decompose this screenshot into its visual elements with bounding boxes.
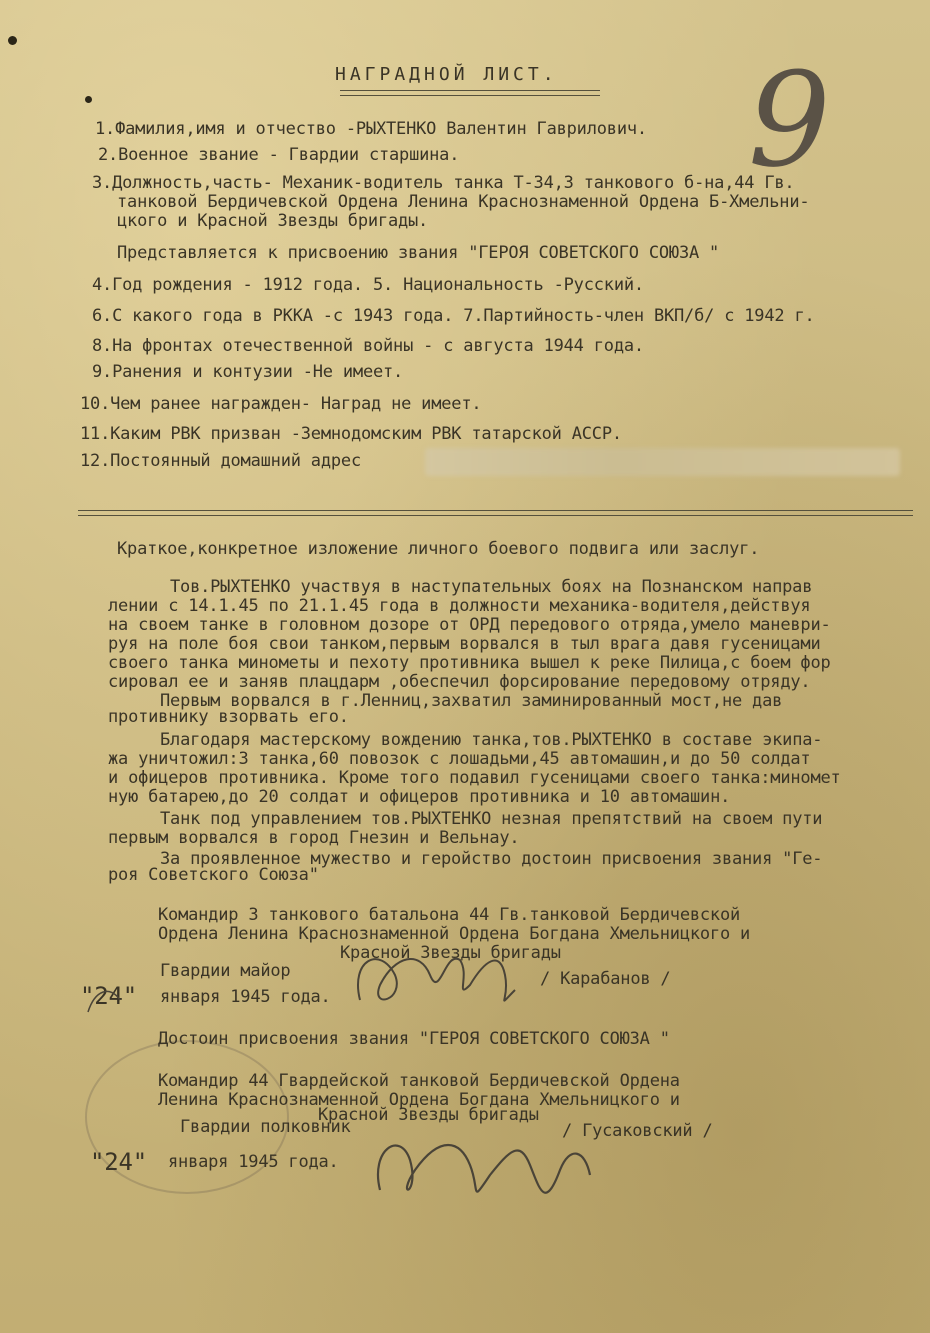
narrative-line: Первым ворвался в г.Ленниц,захватил заминированный мост,не дав: [160, 691, 783, 711]
narrative-line: и офицеров противника. Кроме того подавил гусеницами своего танка:миномет: [108, 768, 841, 788]
date1-day: "24": [80, 982, 137, 1010]
presented-for-title: Представляется к присвоению звания "ГЕРОЯ СОВЕТСКОГО СОЮЗА ": [117, 243, 720, 263]
narrative-line: За проявленное мужество и геройство достоин присвоения звания "Ге-: [160, 849, 823, 869]
commander1-title-cont2: Красной Звезды бригады: [340, 943, 561, 963]
narrative-line: Танк под управлением тов.РЫХТЕНКО незная препятствий на своем пути: [160, 809, 823, 829]
narrative-line: противнику взорвать его.: [108, 707, 349, 727]
date1-rest: января 1945 года.: [160, 987, 331, 1007]
signature-gusakovsky: [378, 1145, 590, 1193]
commander2-title-cont2: Красной Звезды бригады: [318, 1105, 539, 1125]
date2-day: "24": [90, 1148, 147, 1176]
date-day-scribble: [88, 991, 120, 1012]
commander2-title: Командир 44 Гвардейской танковой Бердичевской Ордена: [158, 1071, 680, 1091]
narrative-line: роя Советского Союза": [108, 865, 319, 885]
line-9-wounds: 9.Ранения и контузии -Не имеет.: [92, 362, 404, 382]
narrative-line: сировал ее и заняв плацдарм ,обеспечил форсирование передовому отряду.: [108, 672, 811, 692]
narrative-line: Тов.РЫХТЕНКО участвуя в наступательных боях на Познанском направ: [170, 577, 813, 597]
narrative-line: руя на поле боя свои танком,первым ворвался в тыл врага давя гусеницами: [108, 634, 821, 654]
commander1-title: Командир 3 танкового батальона 44 Гв.танковой Бердичевской: [158, 905, 741, 925]
signature-karabanov: [358, 959, 515, 1001]
line-4-5-birth-nationality: 4.Год рождения - 1912 года. 5. Национальность -Русский.: [92, 275, 644, 295]
line-3-position-cont1: танковой Бердичевской Ордена Ленина Краснознаменной Ордена Б-Хмельни-: [117, 192, 810, 212]
date2-rest: января 1945 года.: [168, 1152, 339, 1172]
line-6-7-army-party: 6.С какого года в РККА -с 1943 года. 7.Партийность-член ВКП/б/ с 1942 г.: [92, 306, 815, 326]
commander1-rank: Гвардии майор: [160, 961, 291, 981]
commander2-rank: Гвардии полковник: [180, 1117, 351, 1137]
commander1-title-cont1: Ордена Ленина Краснознаменной Ордена Богдана Хмельницкого и: [158, 924, 751, 944]
line-2-rank: 2.Военное звание - Гвардии старшина.: [98, 145, 460, 165]
section-heading: Краткое,конкретное изложение личного боевого подвига или заслуг.: [117, 539, 760, 559]
narrative-line: на своем танке в головном дозоре от ОРД передового отряда,умело маневри-: [108, 615, 831, 635]
commander1-name: / Карабанов /: [540, 969, 671, 989]
document-title: НАГРАДНОЙ ЛИСТ.: [335, 64, 558, 85]
commander2-title-cont1: Ленина Краснознаменной Ордена Богдана Хмельницкого и: [158, 1090, 680, 1110]
commander2-name: / Гусаковский /: [562, 1121, 713, 1141]
narrative-line: Благодаря мастерскому вождению танка,тов.РЫХТЕНКО в составе экипа-: [160, 730, 823, 750]
handwritten-number: 9: [748, 44, 831, 196]
line-3-position-cont2: цкого и Красной Звезды бригады.: [117, 211, 429, 231]
narrative-line: первым ворвался в город Гнезин и Вельнау.: [108, 828, 520, 848]
line-1-name: 1.Фамилия,имя и отчество -РЫХТЕНКО Валентин Гаврилович.: [95, 119, 647, 139]
line-10-awards: 10.Чем ранее награжден- Наград не имеет.: [80, 394, 482, 414]
narrative-line: своего танка минометы и пехоту противника вышел к реке Пилица,с боем фор: [108, 653, 831, 673]
line-12-address: 12.Постоянный домашний адрес: [80, 451, 361, 471]
narrative-line: жа уничтожил:3 танка,60 повозок с лошадьми,45 автомашин,и до 50 солдат: [108, 749, 811, 769]
line-8-front: 8.На фронтах отечественной войны - с августа 1944 года.: [92, 336, 644, 356]
narrative-line: ную батарею,до 20 солдат и офицеров противника и 10 автомашин.: [108, 787, 731, 807]
line-3-position: 3.Должность,часть- Механик-водитель танка Т-34,3 танкового б-на,44 Гв.: [92, 173, 795, 193]
recommendation2: Достоин присвоения звания "ГЕРОЯ СОВЕТСКОГО СОЮЗА ": [158, 1029, 670, 1049]
line-11-rvk: 11.Каким РВК призван -Земнодомским РВК татарской АССР.: [80, 424, 622, 444]
narrative-line: лении с 14.1.45 по 21.1.45 года в должности механика-водителя,действуя: [108, 596, 811, 616]
